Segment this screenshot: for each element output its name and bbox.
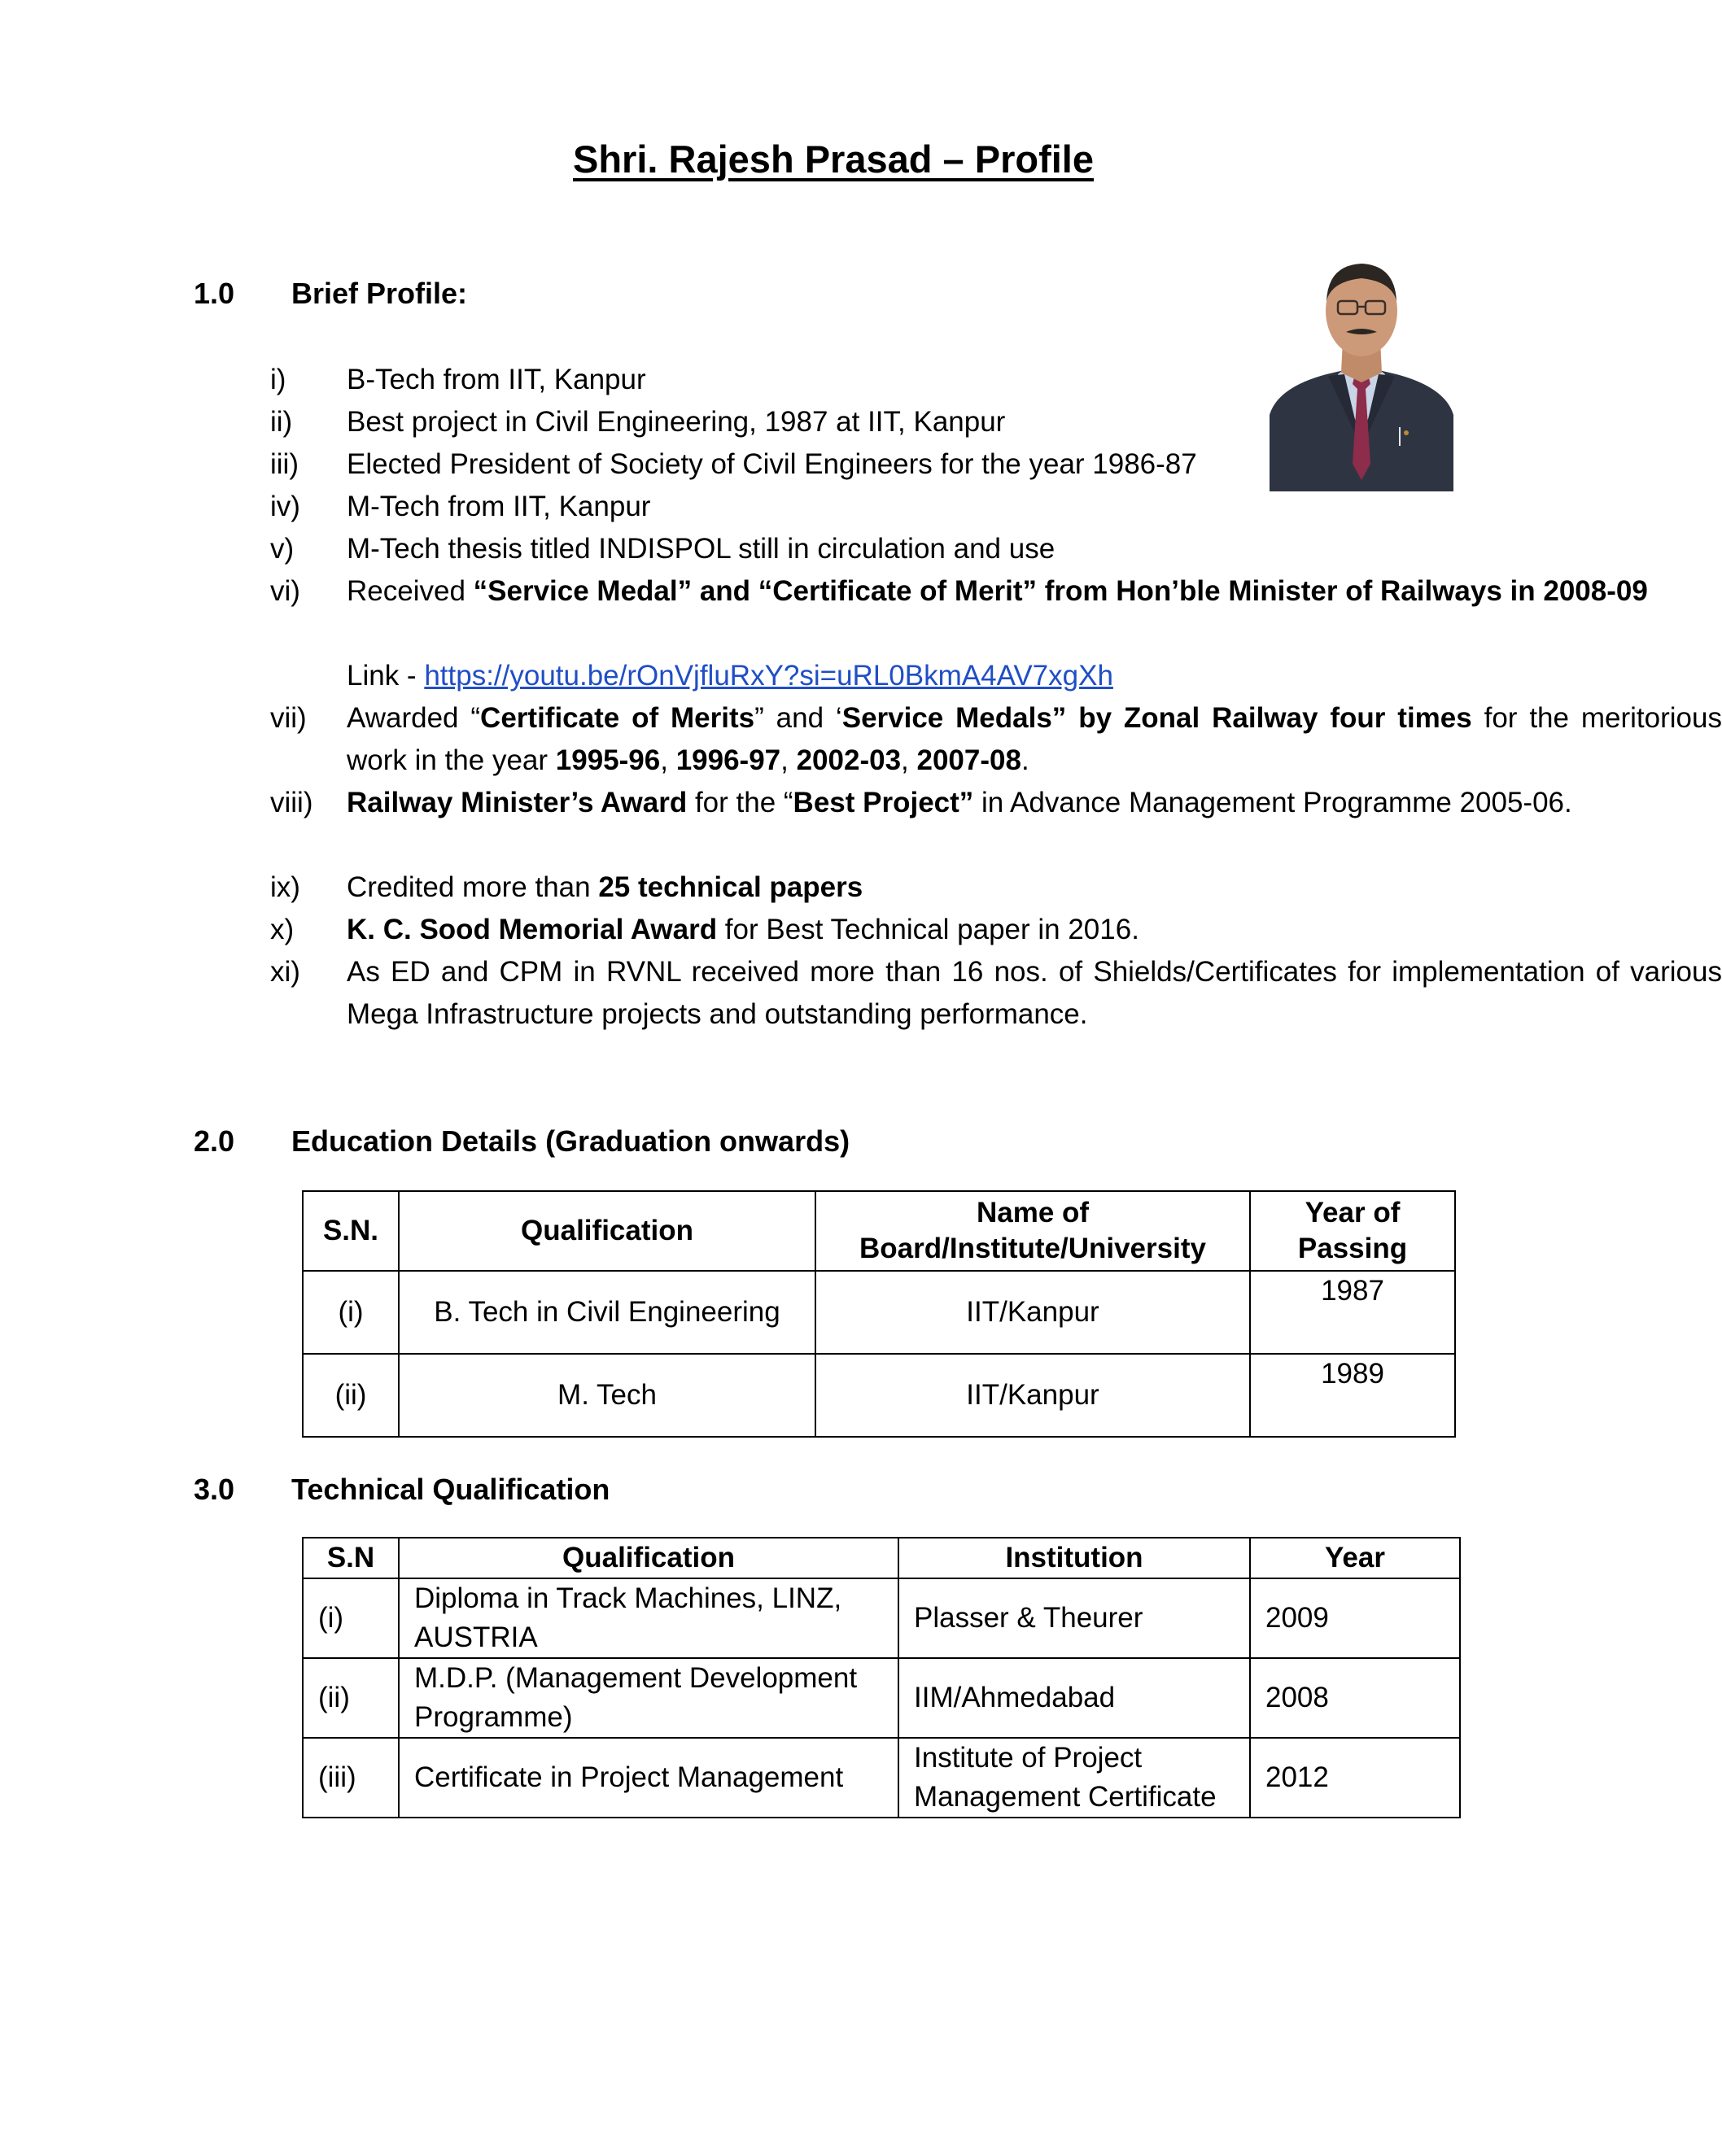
list-item-number: iii) — [270, 448, 299, 480]
list-item-text: Received “Service Medal” and “Certificate of Merit” from Hon’ble Minister of Railways in 2008-09 — [347, 575, 1648, 607]
table-cell: IIT/Kanpur — [815, 1271, 1250, 1354]
list-item-number: v) — [270, 533, 295, 565]
table-cell: Institute of Project Management Certificate — [898, 1738, 1250, 1818]
table-cell: 2009 — [1250, 1578, 1460, 1658]
video-link-line — [347, 655, 1722, 697]
list-item-number: viii) — [270, 787, 313, 818]
list-item-number: i) — [270, 364, 286, 395]
table-cell: Certificate in Project Management — [399, 1738, 898, 1818]
list-item-text: Awarded “Certificate of Merits” and ‘Service Medals” by Zonal Railway four times for the meritorious work in the year 1995-96, 1996-97, 2002-03, 2007-08. — [347, 702, 1722, 776]
table-cell: M.D.P. (Management Development Programme) — [399, 1658, 898, 1738]
list-item-text: As ED and CPM in RVNL received more than 16 nos. of Shields/Certificates for implementation of various Mega Infrastructure projects and outstanding performance. — [347, 956, 1722, 1030]
column-header: Qualification — [399, 1538, 898, 1578]
page-title: Shri. Rajesh Prasad – Profile — [573, 137, 1094, 181]
list-item-text: K. C. Sood Memorial Award for Best Technical paper in 2016. — [347, 914, 1139, 945]
table-row — [303, 1578, 1460, 1658]
table-cell: (i) — [303, 1578, 399, 1658]
table-row — [303, 1738, 1460, 1818]
table-cell: 2008 — [1250, 1658, 1460, 1738]
section-heading: Brief Profile: — [291, 277, 468, 310]
list-item-number: vii) — [270, 702, 307, 734]
list-item-text: Credited more than 25 technical papers — [347, 871, 863, 903]
section-number: 3.0 — [194, 1473, 235, 1506]
list-item-number: x) — [270, 914, 295, 945]
table-cell: M. Tech — [399, 1354, 815, 1437]
table-cell: (ii) — [303, 1658, 399, 1738]
table-header-row — [303, 1191, 1455, 1271]
column-header: Year — [1250, 1538, 1460, 1578]
list-item-text: M-Tech thesis titled INDISPOL still in circulation and use — [347, 533, 1055, 565]
column-header: S.N. — [303, 1191, 399, 1271]
section-number: 1.0 — [194, 277, 235, 310]
table-cell: (i) — [303, 1271, 399, 1354]
table-cell: 2012 — [1250, 1738, 1460, 1818]
list-item-text: Best project in Civil Engineering, 1987 at IIT, Kanpur — [347, 406, 1006, 438]
section-heading: Technical Qualification — [291, 1473, 610, 1506]
table-cell: IIM/Ahmedabad — [898, 1658, 1250, 1738]
list-item-text: Elected President of Society of Civil Engineers for the year 1986-87 — [347, 448, 1197, 480]
table-cell: Diploma in Track Machines, LINZ, AUSTRIA — [399, 1578, 898, 1658]
table-cell: (ii) — [303, 1354, 399, 1437]
list-item-text: Railway Minister’s Award for the “Best Project” in Advance Management Programme 2005-06. — [347, 787, 1572, 818]
column-header: Name of Board/Institute/University — [815, 1191, 1250, 1271]
table-cell: 1987 — [1250, 1271, 1455, 1354]
technical-qualification-table — [302, 1537, 1461, 1818]
column-header: Year of Passing — [1250, 1191, 1455, 1271]
list-item-text: M-Tech from IIT, Kanpur — [347, 491, 651, 522]
section-heading: Education Details (Graduation onwards) — [291, 1124, 850, 1158]
section-number: 2.0 — [194, 1124, 235, 1158]
table-cell: IIT/Kanpur — [815, 1354, 1250, 1437]
video-link[interactable]: https://youtu.be/rOnVjfluRxY?si=uRL0BkmA4AV7xgXh — [424, 660, 1113, 692]
column-header: S.N — [303, 1538, 399, 1578]
education-table — [302, 1190, 1456, 1438]
table-row — [303, 1658, 1460, 1738]
list-item-number: iv) — [270, 491, 300, 522]
table-cell: 1989 — [1250, 1354, 1455, 1437]
list-item-number: ii) — [270, 406, 293, 438]
link-label: Link - — [347, 660, 425, 692]
table-row — [303, 1271, 1455, 1354]
table-cell: B. Tech in Civil Engineering — [399, 1271, 815, 1354]
table-header-row — [303, 1538, 1460, 1578]
list-item-number: ix) — [270, 871, 300, 903]
column-header: Institution — [898, 1538, 1250, 1578]
table-row — [303, 1354, 1455, 1437]
table-cell: (iii) — [303, 1738, 399, 1818]
list-item-number: xi) — [270, 956, 300, 988]
list-item-number: vi) — [270, 575, 300, 607]
list-item-text: B-Tech from IIT, Kanpur — [347, 364, 646, 395]
column-header: Qualification — [399, 1191, 815, 1271]
table-cell: Plasser & Theurer — [898, 1578, 1250, 1658]
